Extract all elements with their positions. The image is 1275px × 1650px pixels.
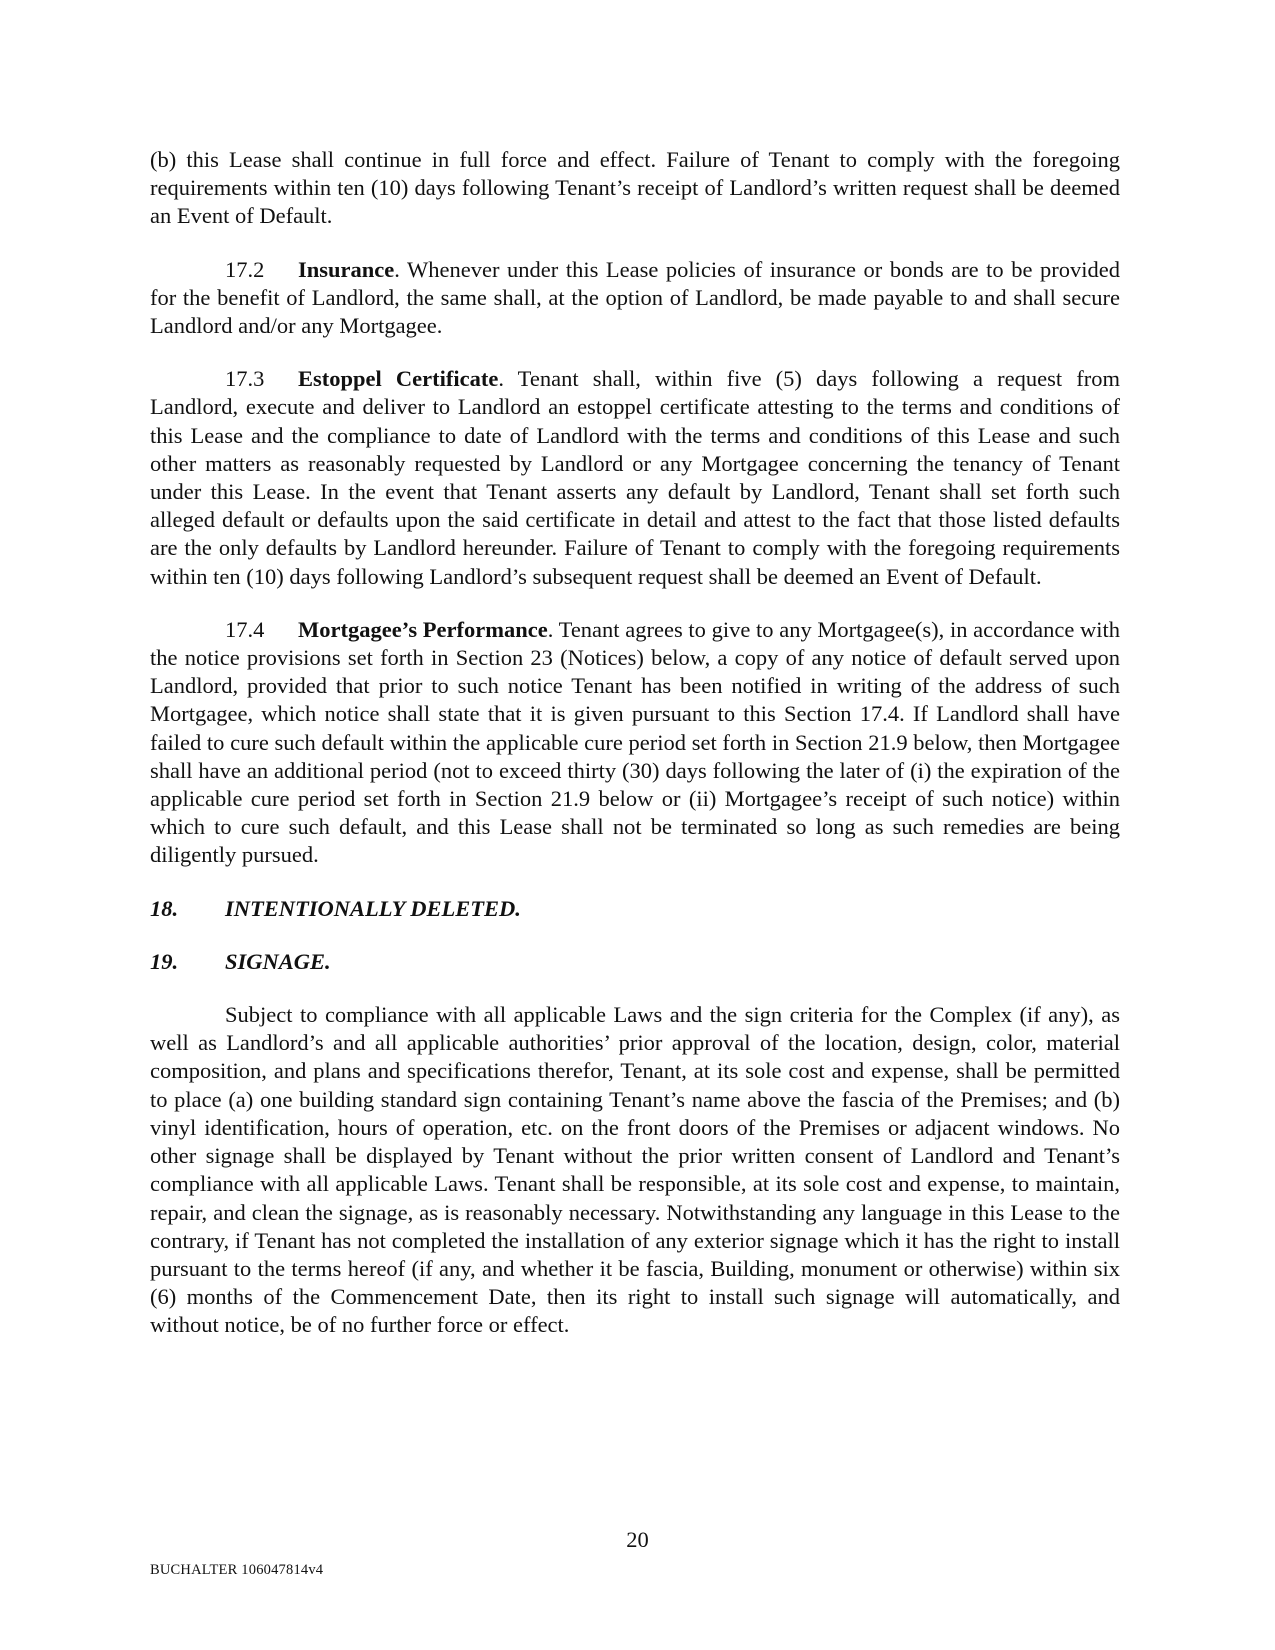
heading-number: 19. [150, 948, 179, 974]
section-17-3-paragraph [150, 365, 1120, 591]
continuation-paragraph: (b) this Lease shall continue in full force and effect. Failure of Tenant to comply with the foregoing requirements within ten (10) days following Tenant’s receipt of Landlord’s written request shall be deemed an Event of Default. [150, 147, 1120, 229]
section-number: 17.2 [225, 256, 265, 282]
section-title: Mortgagee’s Performance [298, 616, 548, 642]
section-body: . Tenant shall, within five (5) days following a request from Landlord, execute and deliver to Landlord an estoppel certificate attesting to the terms and conditions of this Lease and the compliance to date of Landlord with the terms and conditions of this Lease and such other matters as reasonably requested by Landlord or any Mortgagee concerning the tenancy of Tenant under this Lease. In the event that Tenant asserts any default by Landlord, Tenant shall set forth such alleged default or defaults upon the said certificate in detail and attest to the fact that those listed defaults are the only defaults by Landlord hereunder. Failure of Tenant to comply with the foregoing requirements within ten (10) days following Landlord’s subsequent request shall be deemed an Event of Default. [150, 366, 1120, 589]
section-title: Insurance [298, 256, 395, 282]
section-title: Estoppel Certificate [298, 366, 499, 392]
section-17-4-paragraph [150, 616, 1120, 870]
signage-paragraph: Subject to compliance with all applicable Laws and the sign criteria for the Complex (if any), as well as Landlord’s and all applicable authorities’ prior approval of the location, design, color, material composition, and plans and specifications therefor, Tenant, at its sole cost and expense, shall be permitted to place (a) one building standard sign containing Tenant’s name above the fascia of the Premises; and (b) vinyl identification, hours of operation, etc. on the front doors of the Premises or adjacent windows. No other signage shall be displayed by Tenant without the prior written consent of Landlord and Tenant’s compliance with all applicable Laws. Tenant shall be responsible, at its sole cost and expense, to maintain, repair, and clean the signage, as is reasonably necessary. Notwithstanding any language in this Lease to the contrary, if Tenant has not completed the installation of any exterior signage which it has the right to install pursuant to the terms hereof (if any, and whether it be fascia, Building, monument or otherwise) within six (6) months of the Commencement Date, then its right to install such signage will automatically, and without notice, be of no further force or effect. [150, 1002, 1120, 1338]
heading-number: 18. [150, 895, 179, 921]
section-body: . Tenant agrees to give to any Mortgagee(s), in accordance with the notice provisions set forth in Section 23 (Notices) below, a copy of any notice of default served upon Landlord, provided that prior to such notice Tenant has been notified in writing of the address of such Mortgagee, which notice shall state that it is given pursuant to this Section 17.4. If Landlord shall have failed to cure such default within the applicable cure period set forth in Section 21.9 below, then Mortgagee shall have an additional period (not to exceed thirty (30) days following the later of (i) the expiration of the applicable cure period set forth in Section 21.9 below or (ii) Mortgagee’s receipt of such notice) within which to cure such default, and this Lease shall not be terminated so long as such remedies are being diligently pursued. [150, 616, 1121, 868]
section-body: . Whenever under this Lease policies of insurance or bonds are to be provided for the benefit of Landlord, the same shall, at the option of Landlord, be made payable to and shall secure Landlord and/or any Mortgagee. [150, 256, 1120, 339]
section-number: 17.3 [225, 366, 265, 392]
page-number: 20 [626, 1527, 649, 1552]
heading-title: INTENTIONALLY DELETED. [225, 895, 521, 921]
heading-19 [150, 948, 1120, 976]
heading-18 [150, 895, 1120, 923]
document-body [150, 146, 1120, 1365]
section-17-2-paragraph [150, 256, 1120, 341]
footer-document-id: BUCHALTER 106047814v4 [150, 1562, 324, 1578]
section-number: 17.4 [225, 616, 265, 642]
heading-title: SIGNAGE. [225, 948, 331, 974]
